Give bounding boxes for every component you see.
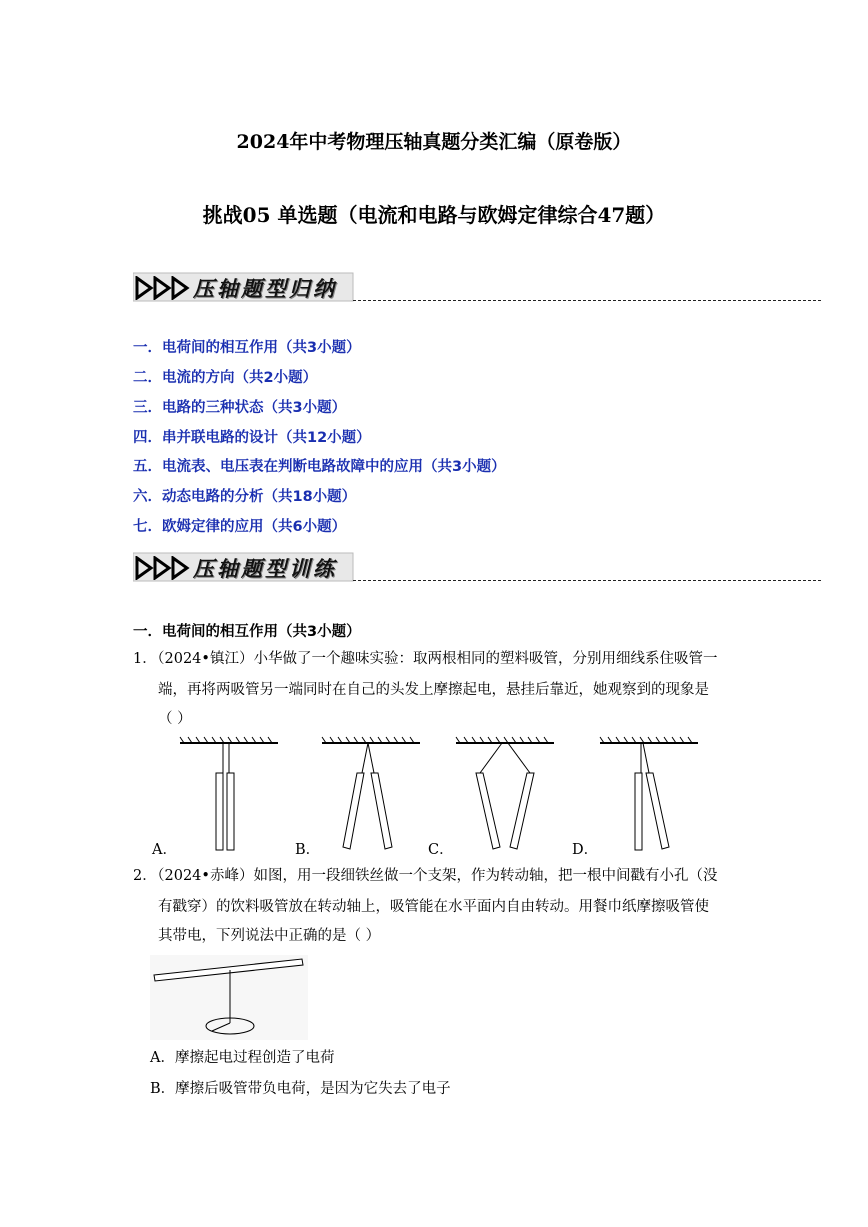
training-banner-title: 压轴题型训练 [193, 556, 337, 581]
question-text-line: 端，再将两吸管另一端同时在自己的头发上摩擦起电，悬挂后靠近，她观察到的现象是 [158, 682, 709, 698]
question-text-line: （2024•镇江）小华做了一个趣味实验：取两根相同的塑料吸管，分别用细线系住吸管一 [150, 651, 718, 667]
toc-item[interactable]: 四．串并联电路的设计（共12小题） [133, 430, 371, 446]
figure-c-straws [456, 737, 554, 849]
question-text-line: 有戳穿）的饮料吸管放在转动轴上，吸管能在水平面内自由转动。用餐巾纸摩擦吸管使 [158, 899, 709, 915]
document-title: 2024年中考物理压轴真题分类汇编（原卷版） [236, 131, 632, 153]
straw-pivot-figure [150, 955, 308, 1040]
toc-item[interactable]: 七．欧姆定律的应用（共6小题） [133, 519, 347, 535]
figure-a-straws [180, 737, 278, 850]
summary-banner [133, 272, 823, 302]
option-d-label[interactable]: D． [572, 842, 599, 858]
option-a-text[interactable]: A．摩擦起电过程创造了电荷 [150, 1050, 335, 1066]
banner-divider [353, 300, 821, 301]
figure-d-straws [600, 737, 698, 850]
question-number: 1． [133, 651, 157, 667]
answer-blank: （ ） [158, 711, 192, 727]
question-number: 2． [133, 868, 157, 884]
triple-arrow-icon [135, 276, 191, 300]
training-banner [133, 552, 823, 582]
banner-divider [353, 580, 821, 581]
hanging-straws-figures [150, 735, 750, 855]
toc-item[interactable]: 三．电路的三种状态（共3小题） [133, 400, 347, 416]
summary-banner-title: 压轴题型归纳 [193, 276, 337, 301]
section-heading: 一．电荷间的相互作用（共3小题） [133, 624, 361, 640]
option-b-label[interactable]: B． [295, 842, 321, 858]
option-a-label[interactable]: A． [152, 842, 177, 858]
toc-item[interactable]: 五．电流表、电压表在判断电路故障中的应用（共3小题） [133, 459, 506, 475]
question-text-line: 其带电，下列说法中正确的是（ ） [158, 928, 381, 944]
option-b-text[interactable]: B．摩擦后吸管带负电荷，是因为它失去了电子 [150, 1081, 451, 1097]
toc-item[interactable]: 六．动态电路的分析（共18小题） [133, 489, 357, 505]
figure-b-straws [322, 737, 420, 849]
triple-arrow-icon [135, 556, 191, 580]
document-subtitle: 挑战05 单选题（电流和电路与欧姆定律综合47题） [202, 203, 666, 227]
toc-item[interactable]: 一．电荷间的相互作用（共3小题） [133, 340, 361, 356]
question-text-line: （2024•赤峰）如图，用一段细铁丝做一个支架，作为转动轴，把一根中间戳有小孔（没 [150, 868, 718, 884]
toc-item[interactable]: 二．电流的方向（共2小题） [133, 370, 318, 386]
option-c-label[interactable]: C． [428, 842, 454, 858]
